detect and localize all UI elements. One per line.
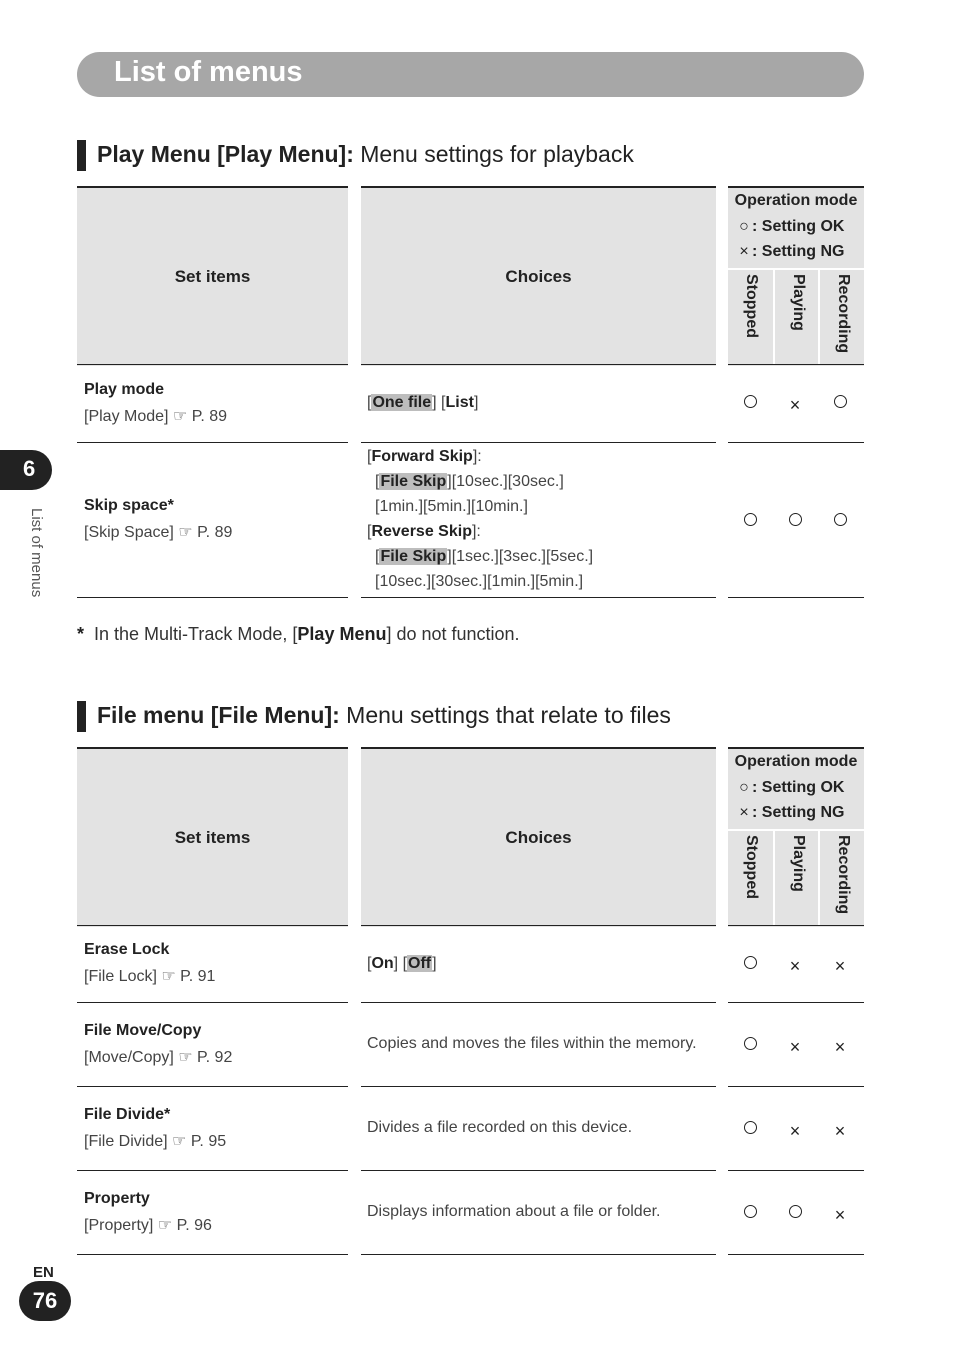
heading-marker [77, 701, 86, 732]
mode-stopped-ok [740, 510, 760, 531]
row-divider [728, 1002, 864, 1003]
col-playing-label: Playing [790, 274, 807, 331]
row-divider [361, 442, 716, 443]
row-divider [728, 364, 864, 365]
col-recording [818, 270, 864, 364]
col-playing [773, 831, 819, 925]
col-stopped-label: Stopped [743, 274, 760, 338]
cross-icon: × [739, 804, 749, 821]
choices-text: [On] [Off] [367, 955, 437, 972]
header-set-items: Set items [77, 186, 348, 366]
row-divider [77, 925, 348, 926]
mode-stopped-ok [740, 1034, 760, 1055]
row-divider [77, 1170, 348, 1171]
item-ref: [Move/Copy] ☞ P. 92 [84, 1049, 233, 1066]
col-stopped [728, 270, 772, 364]
col-recording-label: Recording [835, 835, 852, 915]
cross-icon: × [834, 1121, 846, 1141]
item-ref: [File Divide] ☞ P. 95 [84, 1133, 227, 1150]
mode-recording-ok [830, 510, 850, 531]
item-ref: [Property] ☞ P. 96 [84, 1217, 212, 1234]
footnote-suffix: ] do not function. [386, 624, 520, 644]
section-heading-play-menu [77, 140, 897, 172]
choices-text: Displays information about a file or folder. [367, 1203, 661, 1220]
op-mode-title: Operation mode [734, 753, 858, 770]
mode-playing-ng [785, 395, 805, 416]
mode-recording-ng [830, 956, 850, 977]
col-playing-label: Playing [790, 835, 807, 892]
circle-icon [744, 395, 757, 408]
mode-stopped-ok [740, 1118, 760, 1139]
page-title: List of menus [114, 56, 303, 88]
row-divider [77, 364, 348, 365]
op-mode-title: Operation mode [734, 192, 858, 209]
item-name: Property [84, 1190, 150, 1207]
heading-bold: File menu [File Menu]: [97, 702, 340, 728]
item-name: Skip space* [84, 497, 174, 514]
op-mode-ng-legend [736, 804, 844, 822]
circle-icon [834, 395, 847, 408]
row-divider [361, 925, 716, 926]
item-name: File Divide* [84, 1106, 171, 1123]
col-stopped-label: Stopped [743, 835, 760, 899]
row-divider [77, 1254, 348, 1255]
col-recording [818, 831, 864, 925]
item-ref: [File Lock] ☞ P. 91 [84, 968, 216, 985]
heading-rest: Menu settings for playback [353, 141, 634, 167]
circle-icon [744, 956, 757, 969]
section-heading-file-menu [77, 701, 897, 733]
row-divider [728, 597, 864, 598]
op-ng-label: : Setting NG [752, 804, 845, 821]
circle-icon [789, 513, 802, 526]
mode-recording-ng [830, 1121, 850, 1142]
item-ref: [Skip Space] ☞ P. 89 [84, 524, 233, 541]
circle-icon [744, 1205, 757, 1218]
op-ok-label: : Setting OK [752, 218, 845, 235]
footnote: * In the Multi-Track Mode, [Play Menu] do not function. [77, 624, 520, 644]
operation-mode-header [728, 747, 864, 927]
choice-list: List [445, 394, 474, 411]
row-divider [361, 1254, 716, 1255]
op-ok-label: : Setting OK [752, 779, 845, 796]
cross-icon: × [739, 243, 749, 260]
op-mode-ok-legend [736, 218, 844, 236]
cross-icon: × [834, 1037, 846, 1057]
circle-icon [744, 1037, 757, 1050]
op-ng-label: : Setting NG [752, 243, 845, 260]
choices-text: [Forward Skip]: [File Skip][10sec.][30sec.] [1min.][5min.][10min.] [Reverse Skip]: [File Skip][1sec.][3sec.][5sec.] [10sec.][30sec.][1min.][5min.] [367, 448, 594, 590]
col-stopped [728, 831, 772, 925]
row-divider [77, 597, 348, 598]
circle-icon: ○ [739, 218, 749, 235]
cross-icon: × [789, 1037, 801, 1057]
header-choices: Choices [361, 186, 716, 366]
cross-icon: × [834, 956, 846, 976]
item-ref: [Play Mode] ☞ P. 89 [84, 408, 228, 425]
row-divider [728, 1254, 864, 1255]
page-title-bar [77, 52, 864, 97]
mode-playing-ok [785, 510, 805, 531]
item-name: Erase Lock [84, 941, 170, 958]
row-divider [77, 1002, 348, 1003]
cross-icon: × [789, 395, 801, 415]
heading-marker [77, 140, 86, 171]
mode-stopped-ok [740, 392, 760, 413]
col-recording-label: Recording [835, 274, 852, 354]
heading-bold: Play Menu [Play Menu]: [97, 141, 354, 167]
row-divider [728, 1170, 864, 1171]
choice-one-file: One file [372, 394, 432, 411]
row-divider [361, 1002, 716, 1003]
circle-icon [789, 1205, 802, 1218]
row-divider [77, 1086, 348, 1087]
item-name: File Move/Copy [84, 1022, 202, 1039]
mode-stopped-ok [740, 1202, 760, 1223]
circle-icon [834, 513, 847, 526]
chapter-number: 6 [23, 456, 36, 481]
cross-icon: × [789, 956, 801, 976]
choices-text: Copies and moves the files within the memory. [367, 1035, 697, 1052]
mode-playing-ng [785, 956, 805, 977]
row-divider [361, 1086, 716, 1087]
mode-playing-ng [785, 1037, 805, 1058]
mode-recording-ok [830, 392, 850, 413]
row-divider [361, 597, 716, 598]
circle-icon [744, 1121, 757, 1134]
mode-playing-ng [785, 1121, 805, 1142]
mode-stopped-ok [740, 953, 760, 974]
cross-icon: × [789, 1121, 801, 1141]
op-mode-ok-legend [736, 779, 844, 797]
header-set-items: Set items [77, 747, 348, 927]
chapter-label: List of menus [28, 508, 45, 598]
page-number: 76 [19, 1281, 71, 1321]
circle-icon: ○ [739, 779, 749, 796]
choice-on: On [371, 955, 394, 972]
cross-icon: × [834, 1205, 846, 1225]
row-divider [361, 1170, 716, 1171]
choices-text: Divides a file recorded on this device. [367, 1119, 633, 1136]
row-divider [728, 442, 864, 443]
choices-text: [One file] [List] [367, 394, 479, 411]
row-divider [361, 364, 716, 365]
row-divider [728, 1086, 864, 1087]
footnote-bold: Play Menu [297, 624, 387, 644]
language-label: EN [33, 1264, 54, 1281]
circle-icon [744, 513, 757, 526]
row-divider [77, 442, 348, 443]
heading-rest: Menu settings that relate to files [339, 702, 671, 728]
row-divider [728, 925, 864, 926]
chapter-tab [0, 450, 52, 490]
operation-mode-header [728, 186, 864, 366]
col-playing [773, 270, 819, 364]
item-name: Play mode [84, 381, 165, 398]
op-mode-ng-legend [736, 243, 844, 261]
mode-playing-ok [785, 1202, 805, 1223]
choice-off: Off [408, 955, 432, 972]
header-choices: Choices [361, 747, 716, 927]
mode-recording-ng [830, 1037, 850, 1058]
mode-recording-ng [830, 1205, 850, 1226]
